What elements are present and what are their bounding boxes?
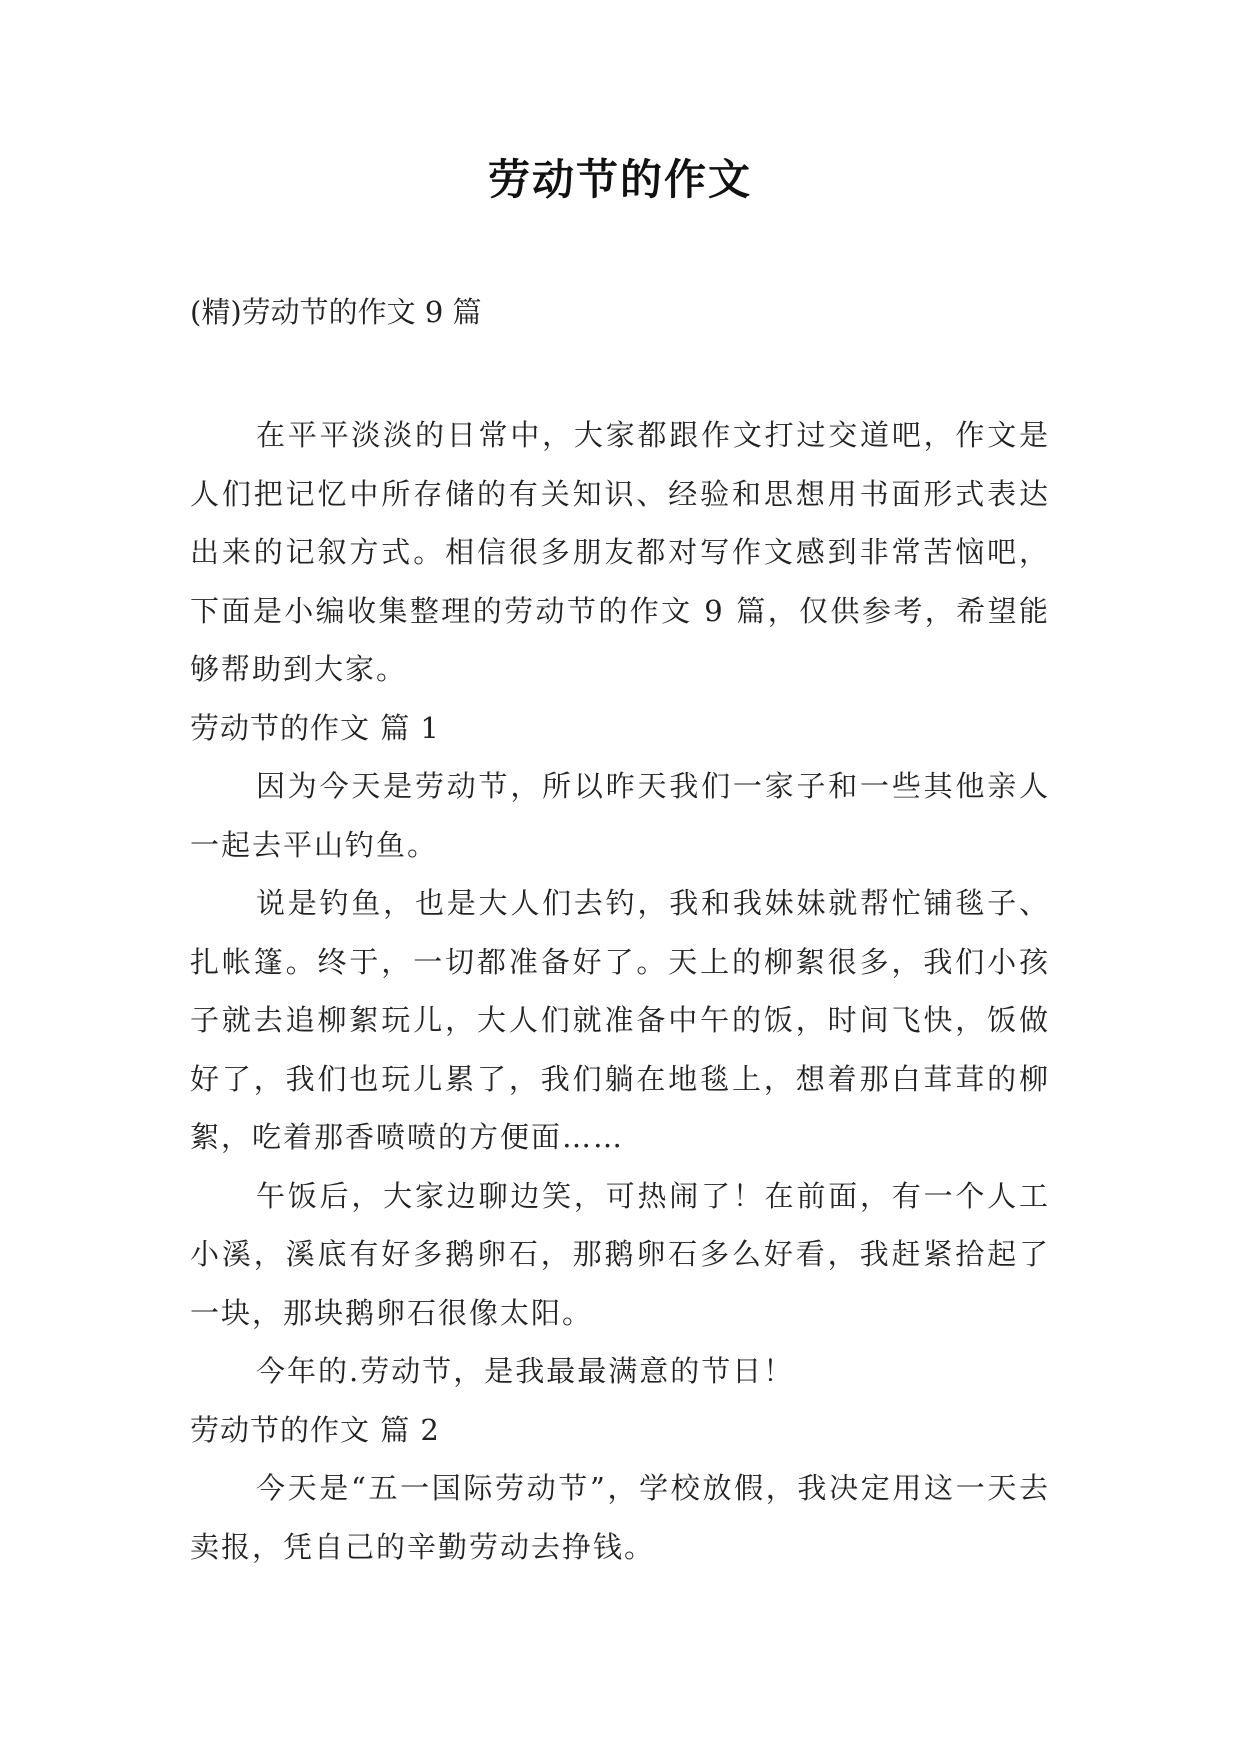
section-2-paragraph-1: 今天是“五一国际劳动节”，学校放假，我决定用这一天去卖报，凭自己的辛勤劳动去挣钱。	[190, 1471, 1050, 1564]
section-1-paragraph-3: 午饭后，大家边聊边笑，可热闹了！在前面，有一个人工小溪，溪底有好多鹅卵石，那鹅卵石多么好看，我赶紧拾起了一块，那块鹅卵石很像太阳。	[190, 1178, 1050, 1330]
intro-paragraph: 在平平淡淡的日常中，大家都跟作文打过交道吧，作文是人们把记忆中所存储的有关知识、经验和思想用书面形式表达出来的记叙方式。相信很多朋友都对写作文感到非常苦恼吧，下面是小编收集整理的劳动节的作文 9 篇，仅供参考，希望能够帮助到大家。	[190, 418, 1050, 686]
document-body	[190, 406, 1050, 1576]
section-1-paragraph-4: 今年的.劳动节，是我最最满意的节日！	[256, 1354, 795, 1388]
section-1-paragraph-2: 说是钓鱼，也是大人们去钓，我和我妹妹就帮忙铺毯子、扎帐篷。终于，一切都准备好了。天上的柳絮很多，我们小孩子就去追柳絮玩儿，大人们就准备中午的饭，时间飞快，饭做好了，我们也玩儿累了，我们躺在地毯上，想着那白茸茸的柳絮，吃着那香喷喷的方便面……	[190, 886, 1050, 1154]
section-1-paragraph-1: 因为今天是劳动节，所以昨天我们一家子和一些其他亲人一起去平山钓鱼。	[190, 769, 1050, 862]
document-subtitle: (精)劳动节的作文 9 篇	[190, 295, 482, 329]
section-heading-2: 劳动节的作文 篇 2	[190, 1412, 440, 1447]
section-heading-1: 劳动节的作文 篇 1	[190, 710, 440, 745]
document-title: 劳动节的作文	[487, 155, 752, 204]
